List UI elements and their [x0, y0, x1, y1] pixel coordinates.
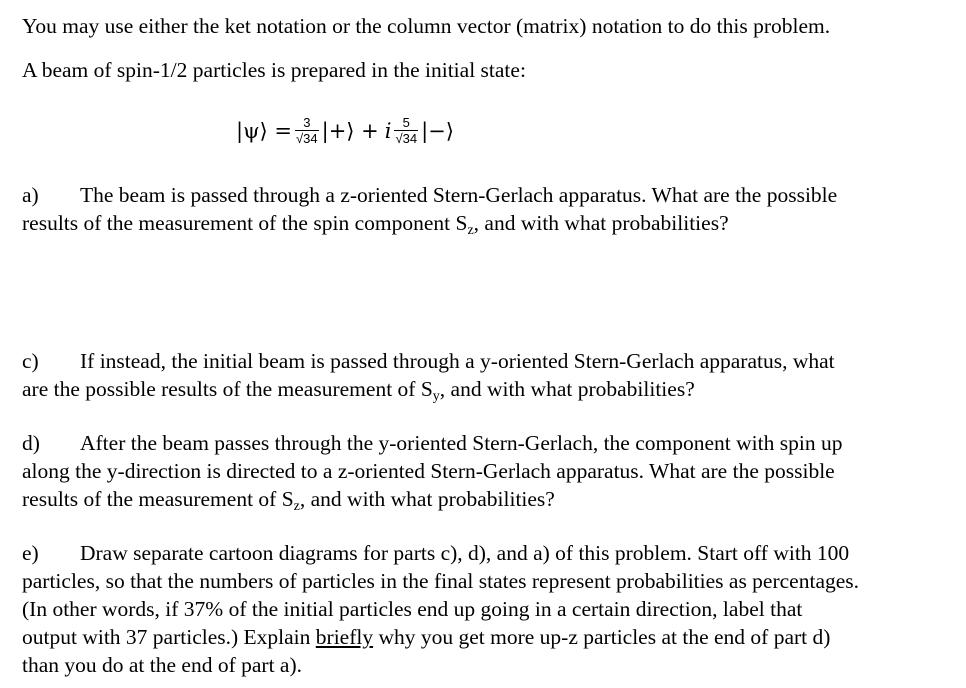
part-a-line-2: results of the measurement of the spin component $S_z$, and with what probabilities?: [22, 211, 729, 238]
part-d-line-3: results of the measurement of $S_z$, and with what probabilities?: [22, 487, 555, 514]
part-e-line-4: output with 37 particles.) Explain briefly why you get more up-z particles at the end of part d): [22, 625, 831, 649]
imaginary-unit: i: [384, 119, 392, 143]
coefficient-2: [394, 115, 418, 147]
part-e-label: e): [22, 541, 39, 565]
equation-lhs: |ψ⟩ =: [236, 119, 293, 143]
coefficient-2-numerator: 5: [402, 115, 410, 130]
coefficient-2-denominator: √34: [395, 131, 418, 146]
part-d-label: d): [22, 431, 40, 455]
part-c-line-1: c) If instead, the initial beam is passed through a y-oriented Stern-Gerlach apparatus, what: [22, 349, 835, 373]
intro-line-2: A beam of spin-1/2 particles is prepared in the initial state:: [22, 58, 526, 82]
underlined-word: briefly: [315, 625, 374, 649]
part-d-line-1: d) After the beam passes through the y-oriented Stern-Gerlach, the component with spin up: [22, 431, 843, 455]
part-d-line-2: along the y-direction is directed to a z-oriented Stern-Gerlach apparatus. What are the possible: [22, 459, 835, 483]
part-c-label: c): [22, 349, 39, 373]
coefficient-1: [295, 115, 319, 147]
part-e-line-3: (In other words, if 37% of the initial particles end up going in a certain direction, label that: [22, 597, 803, 621]
part-a-line-1: a) The beam is passed through a z-oriented Stern-Gerlach apparatus. What are the possible: [22, 183, 838, 207]
coefficient-1-denominator: √34: [296, 131, 318, 146]
part-c-line-2: are the possible results of the measurement of $S_y$, and with what probabilities?: [22, 377, 695, 404]
part-a-label: a): [22, 183, 39, 207]
ket-minus: |−⟩: [421, 119, 454, 143]
part-e-line-2: particles, so that the numbers of particles in the final states represent probabilities as percentages.: [22, 569, 860, 593]
part-e-line-1: e) Draw separate cartoon diagrams for parts c), d), and a) of this problem. Start off with 100: [22, 541, 850, 565]
intro-line-1: You may use either the ket notation or the column vector (matrix) notation to do this problem.: [22, 14, 831, 38]
coefficient-1-numerator: 3: [303, 115, 311, 130]
part-e-line-5: than you do at the end of part a).: [22, 653, 303, 677]
ket-plus: |+⟩ +: [321, 119, 379, 143]
initial-state-equation: [236, 106, 454, 156]
